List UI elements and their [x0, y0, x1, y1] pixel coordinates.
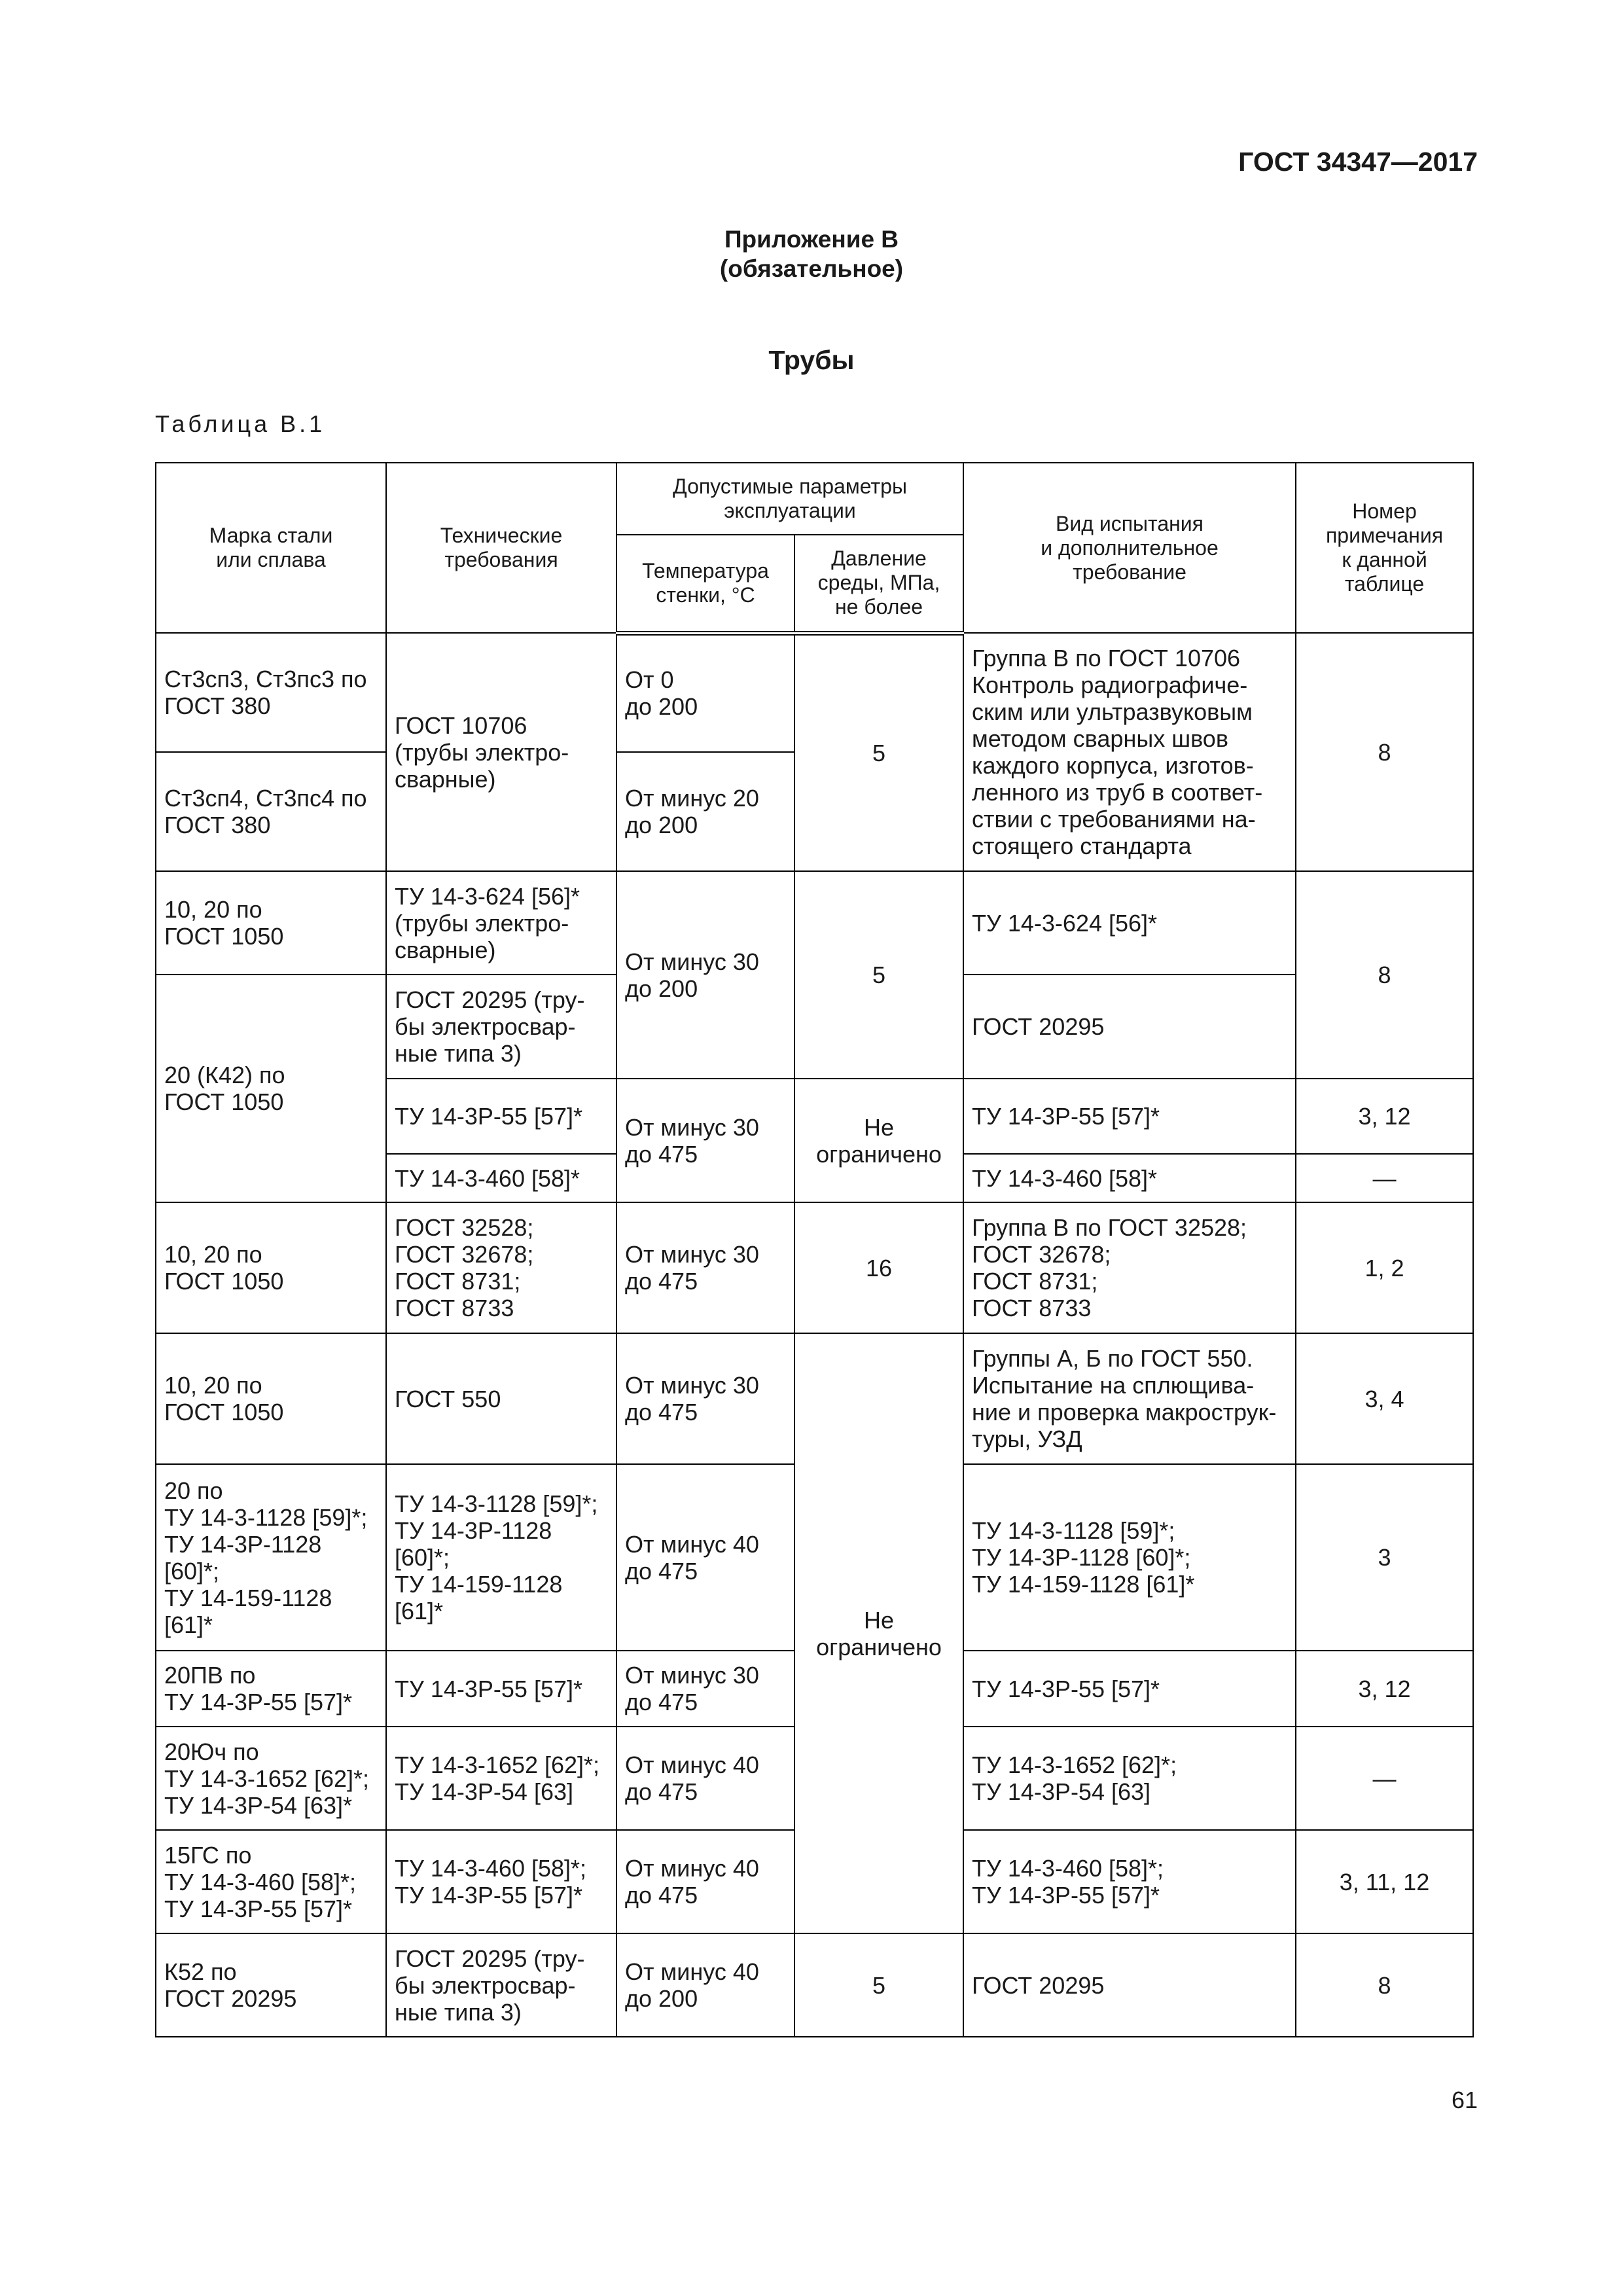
- cell-line: 10, 20 по: [164, 1241, 262, 1268]
- cell-line: до 475: [625, 1778, 698, 1805]
- tech-cell: [386, 871, 616, 975]
- grade-cell: [156, 1333, 386, 1464]
- cell-line: Не: [863, 1113, 895, 1141]
- cell-line: ГОСТ 1050: [164, 1399, 284, 1426]
- tech-cell: [386, 1464, 616, 1651]
- header-operating-parameters: [616, 463, 963, 535]
- test-cell: ГОСТ 20295: [963, 975, 1296, 1079]
- cell-line: ГОСТ 32678;: [395, 1241, 534, 1268]
- cell-line: ГОСТ 32528;: [395, 1214, 534, 1241]
- cell-line: От минус 40: [625, 1751, 759, 1778]
- table-row: [156, 871, 1473, 975]
- test-cell: [963, 633, 1296, 871]
- note-cell: 3, 12: [1296, 1651, 1473, 1727]
- header-line: требование: [1073, 560, 1186, 584]
- cell-line: ГОСТ 380: [164, 692, 271, 719]
- cell-line: ТУ 14-3-1128 [59]*;: [164, 1503, 368, 1531]
- cell-line: до 475: [625, 1689, 698, 1715]
- cell-line: ние и проверка макрострук-: [972, 1399, 1277, 1426]
- pressure-cell: [794, 1079, 963, 1202]
- test-cell: [963, 1333, 1296, 1464]
- tech-cell: [386, 633, 616, 871]
- cell-line: ГОСТ 380: [164, 812, 271, 838]
- cell-line: до 475: [625, 1268, 698, 1295]
- cell-line: Контроль радиографиче-: [972, 672, 1248, 698]
- cell-line: ГОСТ 8733: [972, 1295, 1092, 1321]
- grade-cell: [156, 871, 386, 975]
- note-cell: 8: [1296, 1933, 1473, 2037]
- cell-line: 20 (К42) по: [164, 1062, 285, 1088]
- cell-line: ТУ 14-3Р-55 [57]*: [164, 1689, 353, 1715]
- cell-line: до 200: [625, 812, 698, 838]
- cell-line: От минус 30: [625, 1372, 759, 1399]
- cell-line: ТУ 14-3-1652 [62]*;: [164, 1765, 370, 1792]
- cell-line: От минус 40: [625, 1855, 759, 1882]
- cell-line: ГОСТ 1050: [164, 1268, 284, 1295]
- cell-line: ГОСТ 20295: [164, 1985, 297, 2012]
- cell-line: ТУ 14-3-1128 [59]*;: [972, 1517, 1175, 1544]
- cell-line: От минус 20: [625, 785, 759, 812]
- table-row: [156, 1333, 1473, 1464]
- tech-cell: ТУ 14-3Р-55 [57]*: [386, 1651, 616, 1727]
- grade-cell: [156, 1727, 386, 1830]
- cell-line: ТУ 14-3-1652 [62]*;: [395, 1751, 600, 1778]
- note-cell: 3, 11, 12: [1296, 1830, 1473, 1933]
- temperature-cell: [616, 871, 794, 1079]
- cell-line: ТУ 14-3-624 [56]*: [395, 882, 580, 910]
- cell-line: ГОСТ 20295 (тру-: [395, 1945, 585, 1972]
- cell-line: Группа В по ГОСТ 10706: [972, 645, 1241, 672]
- pressure-cell: 5: [794, 633, 963, 871]
- cell-line: (трубы электро-: [395, 738, 569, 766]
- header-test-type: [963, 463, 1296, 633]
- appendix-title: Приложение В: [724, 226, 899, 253]
- header-line: или сплава: [216, 548, 326, 571]
- tech-cell: [386, 1830, 616, 1933]
- cell-line: ГОСТ 8731;: [972, 1268, 1098, 1295]
- cell-line: ГОСТ 8731;: [395, 1268, 521, 1295]
- cell-line: Группа В по ГОСТ 32528;: [972, 1214, 1247, 1241]
- tech-cell: [386, 1727, 616, 1830]
- cell-line: до 475: [625, 1140, 698, 1168]
- header-line: Вид испытания: [1056, 511, 1204, 535]
- tech-cell: [386, 975, 616, 1079]
- header-line: Температура: [642, 558, 769, 583]
- note-cell: 8: [1296, 633, 1473, 871]
- cell-line: ТУ 14-3Р-54 [63]*: [164, 1791, 353, 1819]
- header-line: среды, МПа,: [817, 571, 940, 595]
- cell-line: Группы А, Б по ГОСТ 550.: [972, 1345, 1253, 1372]
- header-line: таблице: [1344, 572, 1425, 596]
- page-number: 61: [1451, 2087, 1478, 2113]
- tech-cell: [386, 1933, 616, 2037]
- test-cell: [963, 1727, 1296, 1830]
- pressure-cell: 16: [794, 1202, 963, 1333]
- cell-line: Не: [863, 1606, 895, 1634]
- temperature-cell: [616, 1651, 794, 1727]
- cell-line: 10, 20 по: [164, 1372, 262, 1399]
- cell-line: ТУ 14-3Р-54 [63]: [972, 1778, 1151, 1805]
- header-line: эксплуатации: [724, 499, 856, 522]
- temperature-cell: [616, 1464, 794, 1651]
- cell-line: 20 по: [164, 1477, 223, 1504]
- grade-cell: [156, 1651, 386, 1727]
- cell-line: От 0: [625, 666, 674, 694]
- test-cell: [963, 1202, 1296, 1333]
- test-cell: [963, 1830, 1296, 1933]
- grade-cell: [156, 1933, 386, 2037]
- cell-line: ТУ 14-159-1128 [61]*: [972, 1571, 1195, 1598]
- header-line: не более: [834, 595, 923, 619]
- test-cell: ТУ 14-3Р-55 [57]*: [963, 1651, 1296, 1727]
- cell-line: 20Юч по: [164, 1738, 259, 1765]
- cell-line: сварные): [395, 936, 496, 963]
- header-line: Марка стали: [209, 524, 333, 547]
- test-cell: ГОСТ 20295: [963, 1933, 1296, 2037]
- cell-line: 15ГС по: [164, 1841, 252, 1869]
- note-cell: —: [1296, 1727, 1473, 1830]
- cell-line: ТУ 14-3-1652 [62]*;: [972, 1751, 1177, 1778]
- cell-line: сварные): [395, 765, 496, 793]
- cell-line: ТУ 14-3Р-54 [63]: [395, 1778, 574, 1805]
- cell-line: ТУ 14-3-1128 [59]*;: [395, 1490, 598, 1517]
- cell-line: ТУ 14-3Р-55 [57]*: [164, 1895, 353, 1922]
- note-cell: 3: [1296, 1464, 1473, 1651]
- tech-cell: [386, 1202, 616, 1333]
- header-line: требования: [444, 548, 558, 571]
- temperature-cell: [616, 633, 794, 752]
- section-title: Трубы: [768, 345, 855, 375]
- cell-line: От минус 40: [625, 1530, 759, 1558]
- cell-line: ТУ 14-3Р-55 [57]*: [395, 1882, 583, 1909]
- cell-line: ТУ 14-159-1128: [164, 1584, 332, 1611]
- header-grade: [156, 463, 386, 633]
- pipes-table: [155, 462, 1474, 2037]
- grade-cell: [156, 633, 386, 752]
- cell-line: ГОСТ 1050: [164, 1088, 284, 1115]
- cell-line: ТУ 14-3Р-1128 [60]*;: [972, 1544, 1191, 1571]
- header-line: и дополнительное: [1041, 535, 1219, 560]
- cell-line: до 200: [625, 975, 698, 1002]
- standard-number: ГОСТ 34347—2017: [1238, 147, 1478, 177]
- cell-line: до 200: [625, 1985, 698, 2012]
- table-row: [156, 633, 1473, 752]
- cell-line: ГОСТ 20295 (тру-: [395, 986, 585, 1013]
- cell-line: ТУ 14-3-460 [58]*;: [972, 1855, 1164, 1882]
- cell-line: ленного из труб в соответ-: [972, 779, 1263, 806]
- cell-line: [61]*: [164, 1611, 213, 1638]
- cell-line: ГОСТ 32678;: [972, 1241, 1111, 1268]
- cell-line: ТУ 14-3Р-1128: [395, 1517, 552, 1544]
- cell-line: ограничено: [816, 1140, 942, 1168]
- temperature-cell: [616, 1933, 794, 2037]
- cell-line: стоящего стандарта: [972, 833, 1192, 859]
- header-line: Давление: [831, 547, 927, 571]
- grade-cell: [156, 1464, 386, 1651]
- cell-line: каждого корпуса, изготов-: [972, 752, 1254, 779]
- header-line: к данной: [1342, 548, 1427, 571]
- test-cell: ТУ 14-3Р-55 [57]*: [963, 1079, 1296, 1154]
- cell-line: до 475: [625, 1882, 698, 1909]
- cell-line: ствии с требованиями на-: [972, 806, 1256, 833]
- cell-line: От минус 30: [625, 1241, 759, 1268]
- cell-line: Испытание на сплющива-: [972, 1372, 1255, 1399]
- cell-line: [61]*: [395, 1598, 444, 1624]
- cell-line: (трубы электро-: [395, 909, 569, 937]
- table-row: [156, 1933, 1473, 2037]
- tech-cell: ТУ 14-3Р-55 [57]*: [386, 1079, 616, 1154]
- grade-cell: [156, 752, 386, 871]
- cell-line: ТУ 14-3-460 [58]*;: [164, 1868, 357, 1895]
- cell-line: ные типа 3): [395, 1998, 522, 2026]
- header-temperature: [616, 535, 794, 633]
- appendix-status: (обязательное): [719, 255, 904, 282]
- cell-line: ТУ 14-3-460 [58]*;: [395, 1855, 587, 1882]
- tech-cell: ТУ 14-3-460 [58]*: [386, 1154, 616, 1202]
- cell-line: От минус 30: [625, 1113, 759, 1141]
- cell-line: туры, УЗД: [972, 1426, 1082, 1452]
- grade-cell: [156, 975, 386, 1202]
- header-line: Номер: [1352, 499, 1417, 523]
- header-pressure: [794, 535, 963, 633]
- header-line: стенки, °С: [656, 583, 755, 607]
- note-cell: —: [1296, 1154, 1473, 1202]
- cell-line: ные типа 3): [395, 1040, 522, 1067]
- tech-cell: ГОСТ 550: [386, 1333, 616, 1464]
- header-line: Технические: [440, 524, 563, 547]
- cell-line: Ст3сп4, Ст3пс4 по: [164, 785, 367, 812]
- cell-line: ТУ 14-3Р-55 [57]*: [972, 1882, 1160, 1909]
- cell-line: до 475: [625, 1557, 698, 1585]
- pressure-cell: 5: [794, 871, 963, 1079]
- cell-line: ГОСТ 8733: [395, 1295, 514, 1321]
- note-cell: 3, 12: [1296, 1079, 1473, 1154]
- temperature-cell: [616, 1202, 794, 1333]
- temperature-cell: [616, 1830, 794, 1933]
- cell-line: до 475: [625, 1399, 698, 1426]
- cell-line: ограничено: [816, 1633, 942, 1660]
- header-line: примечания: [1325, 524, 1444, 547]
- temperature-cell: [616, 1727, 794, 1830]
- cell-line: 20ПВ по: [164, 1662, 256, 1689]
- cell-line: ГОСТ 1050: [164, 923, 284, 950]
- note-cell: 3, 4: [1296, 1333, 1473, 1464]
- pressure-cell: [794, 1333, 963, 1933]
- cell-line: ГОСТ 10706: [395, 711, 527, 739]
- cell-line: 10, 20 по: [164, 896, 262, 923]
- note-cell: 1, 2: [1296, 1202, 1473, 1333]
- cell-line: ским или ультразвуковым: [972, 698, 1253, 725]
- cell-line: ТУ 14-3Р-1128: [164, 1530, 322, 1558]
- temperature-cell: [616, 1333, 794, 1464]
- cell-line: Ст3сп3, Ст3пс3 по: [164, 666, 367, 692]
- cell-line: [60]*;: [395, 1544, 450, 1571]
- test-cell: ТУ 14-3-460 [58]*: [963, 1154, 1296, 1202]
- note-cell: 8: [1296, 871, 1473, 1079]
- test-cell: ТУ 14-3-624 [56]*: [963, 871, 1296, 975]
- temperature-cell: [616, 752, 794, 871]
- header-technical-requirements: [386, 463, 616, 633]
- pressure-cell: 5: [794, 1933, 963, 2037]
- cell-line: От минус 30: [625, 948, 759, 975]
- cell-line: методом сварных швов: [972, 725, 1228, 752]
- cell-line: От минус 30: [625, 1662, 759, 1689]
- temperature-cell: [616, 1079, 794, 1202]
- table-caption: Таблица В.1: [155, 410, 326, 437]
- cell-line: [60]*;: [164, 1557, 220, 1585]
- table-row: [156, 1202, 1473, 1333]
- cell-line: бы электросвар-: [395, 1971, 576, 1999]
- cell-line: ТУ 14-159-1128: [395, 1571, 563, 1598]
- cell-line: К52 по: [164, 1958, 237, 1985]
- cell-line: до 200: [625, 693, 698, 721]
- cell-line: бы электросвар-: [395, 1013, 576, 1040]
- header-note-number: [1296, 463, 1473, 633]
- grade-cell: [156, 1830, 386, 1933]
- grade-cell: [156, 1202, 386, 1333]
- cell-line: От минус 40: [625, 1958, 759, 1985]
- header-line: Допустимые параметры: [673, 475, 907, 498]
- test-cell: [963, 1464, 1296, 1651]
